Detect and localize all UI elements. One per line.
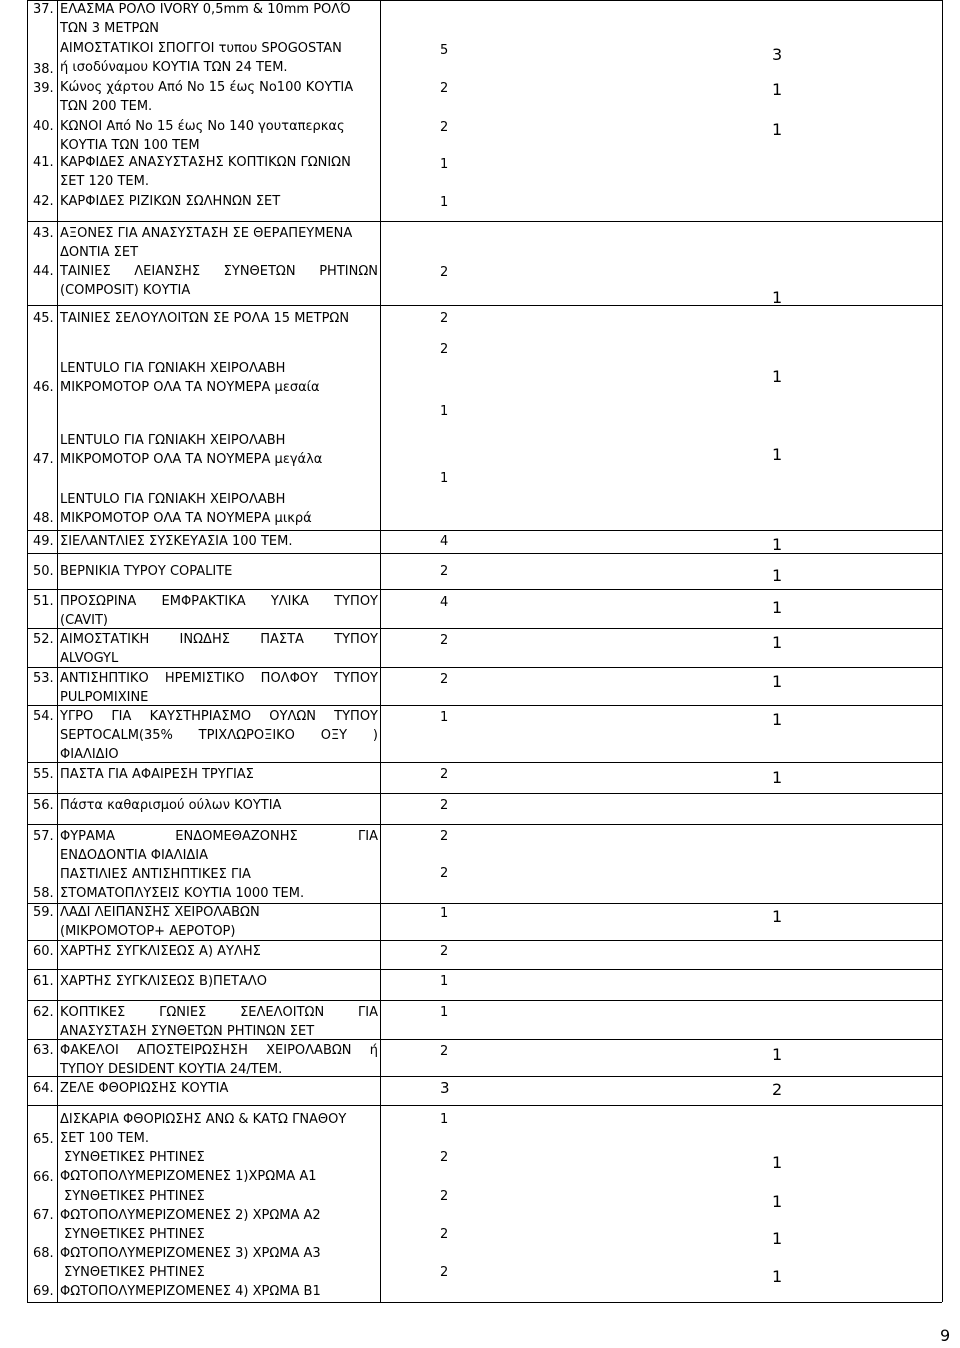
item-description-line: (ΜΙΚΡΟΜΟΤΟΡ+ ΑΕΡΟΤΟΡ) xyxy=(60,924,236,939)
quantity-a: 2 xyxy=(440,944,449,959)
item-description-line: LENTULO ΓΙΑ ΓΩΝΙΑΚΗ ΧΕΙΡΟΛΑΒΗ xyxy=(60,361,286,376)
item-number: 55. xyxy=(33,767,54,782)
item-description-line: Πάστα καθαρισμού ούλων ΚΟΥΤΙΑ xyxy=(60,798,282,813)
item-description-line: ΚΟΠΤΙΚΕΣ ΓΩΝΙΕΣ ΣΕΛΕΛΟΙΤΩΝ ΓΙΑ xyxy=(60,1005,378,1020)
item-description-line: (COMPOSIT) ΚΟΥΤΙΑ xyxy=(60,283,191,298)
quantity-a: 1 xyxy=(440,471,449,486)
quantity-a: 2 xyxy=(440,1189,449,1204)
item-number: 44. xyxy=(33,264,54,279)
item-number: 54. xyxy=(33,709,54,724)
quantity-a: 2 xyxy=(440,564,449,579)
item-number: 59. xyxy=(33,905,54,920)
row-border xyxy=(27,305,942,306)
quantity-b: 2 xyxy=(772,1080,783,1099)
item-description-line: ΒΕΡΝΙΚΙΑ ΤΥΡΟΥ COPALITE xyxy=(60,564,233,579)
item-number: 48. xyxy=(33,511,54,526)
item-description-line: ΔΟΝΤΙΑ ΣΕΤ xyxy=(60,245,139,260)
item-description-line: ΑΝΑΣΥΣΤΑΣΗ ΣΥΝΘΕΤΩΝ ΡΗΤΙΝΩΝ ΣΕΤ xyxy=(60,1024,315,1039)
quantity-a: 4 xyxy=(440,595,449,610)
column-divider-description xyxy=(380,0,381,1302)
row-border xyxy=(27,589,942,590)
quantity-b: 1 xyxy=(772,672,783,691)
quantity-b: 1 xyxy=(772,367,783,386)
quantity-b: 1 xyxy=(772,120,783,139)
quantity-a: 2 xyxy=(440,767,449,782)
quantity-a: 1 xyxy=(440,974,449,989)
item-number: 50. xyxy=(33,564,54,579)
item-description-line: ΦΑΚΕΛΟΙ ΑΠΟΣΤΕΙΡΩΣΗΣΗ ΧΕΙΡΟΛΑΒΩΝ ή xyxy=(60,1043,378,1058)
quantity-a: 1 xyxy=(440,710,449,725)
quantity-b: 1 xyxy=(772,80,783,99)
row-border xyxy=(27,530,942,531)
item-number: 49. xyxy=(33,534,54,549)
table-border-left xyxy=(27,0,28,1302)
item-description-line: ΚΑΡΦΙΔΕΣ ΑΝΑΣΥΣΤΑΣΗΣ ΚΟΠΤΙΚΩΝ ΓΩΝΙΩΝ xyxy=(60,155,351,170)
quantity-a: 2 xyxy=(440,633,449,648)
quantity-a: 1 xyxy=(440,906,449,921)
item-description-line: ΚΑΡΦΙΔΕΣ ΡΙΖΙΚΩΝ ΣΩΛΗΝΩΝ ΣΕΤ xyxy=(60,194,281,209)
quantity-b: 1 xyxy=(772,710,783,729)
item-number: 66. xyxy=(33,1170,54,1185)
item-number: 64. xyxy=(33,1081,54,1096)
quantity-a: 4 xyxy=(440,534,449,549)
quantity-a: 2 xyxy=(440,798,449,813)
quantity-a: 2 xyxy=(440,829,449,844)
item-description-line: ΑΞΟΝΕΣ ΓΙΑ ΑΝΑΣΥΣΤΑΣΗ ΣΕ ΘΕΡΑΠΕΥΜΕΝΑ xyxy=(60,226,353,241)
quantity-b: 1 xyxy=(772,445,783,464)
quantity-b: 1 xyxy=(772,598,783,617)
row-border xyxy=(27,667,942,668)
item-description-line: ΥΓΡΟ ΓΙΑ ΚΑΥΣΤΗΡΙΑΣΜΟ ΟΥΛΩΝ ΤΥΠΟΥ xyxy=(60,709,378,724)
item-description-line: ΣΥΝΘΕΤΙΚΕΣ ΡΗΤΙΝΕΣ xyxy=(64,1189,205,1204)
item-description-line: ΧΑΡΤΗΣ ΣΥΓΚΛΙΣΕΩΣ Α) ΑΥΛΗΣ xyxy=(60,944,261,959)
item-number: 37. xyxy=(33,2,54,17)
quantity-a: 2 xyxy=(440,866,449,881)
quantity-a: 5 xyxy=(440,43,449,58)
item-description-line: ΔΙΣΚΑΡΙΑ ΦΘΟΡΙΩΣΗΣ ΑΝΩ & ΚΑΤΩ ΓΝΑΘΟΥ xyxy=(60,1112,347,1127)
item-description-line: ΣΕΤ 120 ΤΕΜ. xyxy=(60,174,149,189)
quantity-a: 2 xyxy=(440,81,449,96)
item-number: 67. xyxy=(33,1208,54,1223)
item-description-line: ΠΡΟΣΩΡΙΝΑ ΕΜΦΡΑΚΤΙΚΑ ΥΛΙΚΑ ΤΥΠΟΥ xyxy=(60,594,378,609)
item-description-line: ΣΥΝΘΕΤΙΚΕΣ ΡΗΤΙΝΕΣ xyxy=(64,1150,205,1165)
quantity-a: 2 xyxy=(440,1265,449,1280)
item-description-line: ΑΙΜΟΣΤΑΤΙΚΗ ΙΝΩΔΗΣ ΠΑΣΤΑ ΤΥΠΟΥ xyxy=(60,632,378,647)
quantity-a: 1 xyxy=(440,157,449,172)
item-description-line: ΛΑΔΙ ΛΕΙΠΑΝΣΗΣ ΧΕΙΡΟΛΑΒΩΝ xyxy=(60,905,260,920)
item-description-line: ΤΑΙΝΙΕΣ ΛΕΙΑΝΣΗΣ ΣΥΝΘΕΤΩΝ ΡΗΤΙΝΩΝ xyxy=(60,264,378,279)
item-description-line: ΦΩΤΟΠΟΛΥΜΕΡΙΖΟΜΕΝΕΣ 2) ΧΡΩΜΑ Α2 xyxy=(60,1208,321,1223)
quantity-b: 1 xyxy=(772,907,783,926)
quantity-a: 1 xyxy=(440,1112,449,1127)
column-divider-number xyxy=(57,0,58,1302)
item-number: 65. xyxy=(33,1132,54,1147)
item-description-line: ΖΕΛΕ ΦΘΟΡΙΩΣΗΣ ΚΟΥΤΙΑ xyxy=(60,1081,229,1096)
quantity-a: 2 xyxy=(440,120,449,135)
item-description-line: ΑΙΜΟΣΤΑΤΙΚΟΙ ΣΠΟΓΓΟΙ τυπου SPOGOSTAN xyxy=(60,41,342,56)
item-number: 39. xyxy=(33,81,54,96)
item-description-line: ΦΩΤΟΠΟΛΥΜΕΡΙΖΟΜΕΝΕΣ 4) ΧΡΩΜΑ Β1 xyxy=(60,1284,321,1299)
item-description-line: ΜΙΚΡΟΜΟΤΟΡ ΟΛΑ ΤΑ ΝΟΥΜΕΡΑ μεγάλα xyxy=(60,452,323,467)
item-number: 53. xyxy=(33,671,54,686)
item-description-line: ΕΝΔΟΔΟΝΤΙΑ ΦΙΑΛΙΔΙΑ xyxy=(60,848,209,863)
item-number: 52. xyxy=(33,632,54,647)
item-description-line: ΜΙΚΡΟΜΟΤΟΡ ΟΛΑ ΤΑ ΝΟΥΜΕΡΑ μικρά xyxy=(60,511,312,526)
quantity-a: 3 xyxy=(440,1079,450,1097)
item-description-line: (CAVIT) xyxy=(60,613,108,628)
item-description-line: ΠΑΣΤΙΛΙΕΣ ΑΝΤΙΣΗΠΤΙΚΕΣ ΓΙΑ xyxy=(60,867,251,882)
item-description-line: ΦΩΤΟΠΟΛΥΜΕΡΙΖΟΜΕΝΕΣ 3) ΧΡΩΜΑ Α3 xyxy=(60,1246,321,1261)
item-description-line: ALVOGYL xyxy=(60,651,119,666)
item-number: 63. xyxy=(33,1043,54,1058)
item-description-line: ΤΩΝ 200 ΤΕΜ. xyxy=(60,99,153,114)
item-number: 43. xyxy=(33,226,54,241)
row-border xyxy=(27,762,942,763)
item-description-line: ΚΟΥΤΙΑ ΤΩΝ 100 ΤΕΜ xyxy=(60,138,200,153)
quantity-b: 1 xyxy=(772,535,783,554)
item-description-line: PULPOMIXINE xyxy=(60,690,149,705)
row-border xyxy=(27,628,942,629)
quantity-a: 2 xyxy=(440,1150,449,1165)
quantity-a: 1 xyxy=(440,195,449,210)
row-border xyxy=(27,793,942,794)
quantity-b: 1 xyxy=(772,768,783,787)
item-description-line: ΜΙΚΡΟΜΟΤΟΡ ΟΛΑ ΤΑ ΝΟΥΜΕΡΑ μεσαία xyxy=(60,380,320,395)
quantity-b: 1 xyxy=(772,288,783,307)
item-number: 57. xyxy=(33,829,54,844)
row-border xyxy=(27,824,942,825)
quantity-b: 1 xyxy=(772,1267,783,1286)
quantity-b: 1 xyxy=(772,1045,783,1064)
item-description-line: ΠΑΣΤΑ ΓΙΑ ΑΦΑΙΡΕΣΗ ΤΡΥΓΙΑΣ xyxy=(60,767,254,782)
item-description-line: ΚΩΝΟΙ Από Νο 15 έως Νο 140 γουταπερκας xyxy=(60,119,345,134)
row-border xyxy=(27,1105,942,1106)
item-number: 69. xyxy=(33,1284,54,1299)
item-description-line: ΤΥΠΟΥ DESIDENT ΚΟΥΤΙΑ 24/ΤΕΜ. xyxy=(60,1062,283,1077)
item-description-line: ΣΕΤ 100 ΤΕΜ. xyxy=(60,1131,149,1146)
quantity-a: 2 xyxy=(440,672,449,687)
item-number: 41. xyxy=(33,155,54,170)
quantity-a: 2 xyxy=(440,311,449,326)
quantity-b: 1 xyxy=(772,633,783,652)
quantity-a: 2 xyxy=(440,265,449,280)
quantity-a: 2 xyxy=(440,1227,449,1242)
item-number: 61. xyxy=(33,974,54,989)
item-description-line: ΕΛΑΣΜΑ ΡΟΛΟ IVORY 0,5mm & 10mm ΡΟΛΌ xyxy=(60,2,351,17)
item-description-line: ΑΝΤΙΣΗΠΤΙΚΟ ΗΡΕΜΙΣΤΙΚΟ ΠΟΛΦΟΥ ΤΥΠΟΥ xyxy=(60,671,378,686)
row-border xyxy=(27,1000,942,1001)
item-description-line: ΦΥΡΑΜΑ ΕΝΔΟΜΕΘΑΖΟΝΗΣ ΓΙΑ xyxy=(60,829,378,844)
item-number: 46. xyxy=(33,380,54,395)
item-number: 40. xyxy=(33,119,54,134)
row-border xyxy=(27,969,942,970)
item-number: 47. xyxy=(33,452,54,467)
item-number: 62. xyxy=(33,1005,54,1020)
quantity-b: 1 xyxy=(772,566,783,585)
item-number: 42. xyxy=(33,194,54,209)
item-description-line: SEPTOCALM(35% ΤΡΙΧΛΩΡΟΞΙΚΟ ΟΞΥ ) xyxy=(60,728,378,743)
row-border xyxy=(27,221,942,222)
quantity-a: 1 xyxy=(440,1005,449,1020)
item-description-line: ΣΤΟΜΑΤΟΠΛΥΣΕΙΣ ΚΟΥΤΙΑ 1000 ΤΕΜ. xyxy=(60,886,305,901)
row-border xyxy=(27,1302,942,1303)
item-description-line: ΦΩΤΟΠΟΛΥΜΕΡΙΖΟΜΕΝΕΣ 1)ΧΡΩΜΑ Α1 xyxy=(60,1169,317,1184)
item-description-line: ή ισοδύναμου ΚΟΥΤΙΑ ΤΩΝ 24 ΤΕΜ. xyxy=(60,60,288,75)
quantity-b: 3 xyxy=(772,45,783,64)
item-description-line: Κώνος χάρτου Από Νο 15 έως Νο100 ΚΟΥΤΙΑ xyxy=(60,80,354,95)
quantity-b: 1 xyxy=(772,1192,783,1211)
item-number: 45. xyxy=(33,311,54,326)
row-border xyxy=(27,553,942,554)
item-number: 58. xyxy=(33,886,54,901)
item-description-line: ΣΥΝΘΕΤΙΚΕΣ ΡΗΤΙΝΕΣ xyxy=(64,1227,205,1242)
quantity-a: 2 xyxy=(440,1044,449,1059)
item-number: 51. xyxy=(33,594,54,609)
item-number: 56. xyxy=(33,798,54,813)
item-description-line: LENTULO ΓΙΑ ΓΩΝΙΑΚΗ ΧΕΙΡΟΛΑΒΗ xyxy=(60,492,286,507)
item-description-line: ΤΩΝ 3 ΜΕΤΡΩΝ xyxy=(60,21,160,36)
item-description-line: ΧΑΡΤΗΣ ΣΥΓΚΛΙΣΕΩΣ Β)ΠΕΤΑΛΟ xyxy=(60,974,267,989)
row-border xyxy=(27,705,942,706)
item-number: 60. xyxy=(33,944,54,959)
item-description-line: ΦΙΑΛΙΔΙΟ xyxy=(60,747,119,762)
item-number: 68. xyxy=(33,1246,54,1261)
item-number: 38. xyxy=(33,62,54,77)
item-description-line: ΣΥΝΘΕΤΙΚΕΣ ΡΗΤΙΝΕΣ xyxy=(64,1265,205,1280)
page-number: 9 xyxy=(940,1326,951,1345)
table-border-right xyxy=(942,0,943,1302)
quantity-b: 1 xyxy=(772,1153,783,1172)
quantity-b: 1 xyxy=(772,1229,783,1248)
item-description-line: LENTULO ΓΙΑ ΓΩΝΙΑΚΗ ΧΕΙΡΟΛΑΒΗ xyxy=(60,433,286,448)
quantity-a: 1 xyxy=(440,404,449,419)
item-description-line: ΣΙΕΛΑΝΤΛΙΕΣ ΣΥΣΚΕΥΑΣΙΑ 100 ΤΕΜ. xyxy=(60,534,293,549)
quantity-a: 2 xyxy=(440,342,449,357)
item-description-line: ΤΑΙΝΙΕΣ ΣΕΛΟΥΛΟΙΤΩΝ ΣΕ ΡΟΛΑ 15 ΜΕΤΡΩΝ xyxy=(60,311,350,326)
